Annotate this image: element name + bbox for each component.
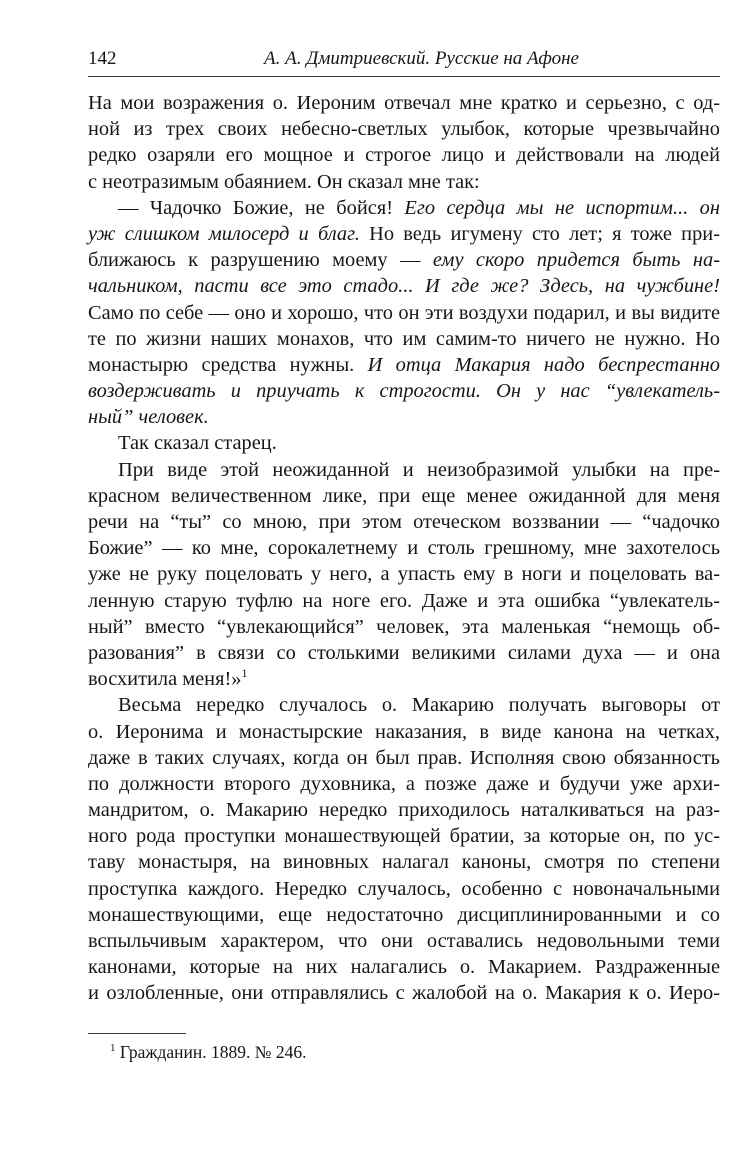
- text-line: вспыльчивым характером, что они оставались недовольными теми: [88, 930, 720, 952]
- text-line: красном величественном лике, при еще менее ожиданной для меня: [88, 484, 720, 507]
- footnote-text: Гражданин. 1889. № 246.: [115, 1042, 307, 1062]
- text-line: мандритом, о. Макарию нередко приходилось наталкиваться на раз-: [88, 799, 720, 822]
- footnote-reference[interactable]: 1: [241, 666, 248, 681]
- text-line: по должности второго духовника, а позже даже и будучи уже архи-: [88, 772, 720, 795]
- text-span: монастырю средства нужны.: [88, 353, 368, 376]
- text-line: При виде этой неожиданной и неизобразимой улыбки на пре-: [118, 458, 720, 481]
- text-line: Весьма нередко случалось о. Макарию получать выговоры от: [118, 694, 720, 717]
- text-line: Божие” — ко мне, сорокалетнему и столь грешному, мне захотелось: [88, 537, 720, 560]
- text-line: те по жизни наших монахов, что им самим-то ничего не нужно. Но: [88, 327, 720, 350]
- page-header: [88, 48, 720, 74]
- text-line: [88, 273, 720, 299]
- text-line: Само по себе — оно и хорошо, что он эти воздухи подарил, и вы видите: [88, 301, 720, 324]
- text-line: речи на “ты” со мною, при этом отеческом воззвании — “чадочко: [88, 511, 720, 533]
- text-span: — Чадочко Божие, не бойся!: [118, 196, 405, 219]
- text-span: ближаюсь к разрушению моему —: [88, 249, 433, 272]
- text-line: канонами, которые на них налагались о. Макарием. Раздраженные: [88, 956, 720, 979]
- text-line: [88, 221, 720, 247]
- text-line: [88, 378, 720, 404]
- text-line: о. Иеронима и монастырские наказания, в виде канона на четках,: [88, 720, 720, 743]
- text-line: Так сказал старец.: [118, 432, 277, 455]
- text-line: [88, 666, 720, 692]
- text-line: [88, 247, 720, 273]
- text-line: [88, 404, 720, 430]
- text-line: проступка каждого. Нередко случалось, особенно с новоначальными: [88, 877, 720, 900]
- text-line: даже в таких случаях, когда он был прав. Исполняя свою обязанность: [88, 746, 720, 769]
- footnote-rule: [88, 1033, 186, 1034]
- italic-span: ему скоро придется быть на-: [432, 249, 720, 272]
- header-rule: [88, 76, 720, 77]
- text-line: монашествующими, еще недостаточно дисциплинированными и со: [88, 903, 720, 926]
- text-line: ный” вместо “увлекающийся” человек, эта маленькая “немощь об-: [88, 615, 720, 638]
- text-line: с неотразимым обаянием. Он сказал мне так:: [88, 170, 480, 193]
- text-line: [88, 195, 720, 221]
- footnote: [110, 1040, 306, 1064]
- text-span: восхитила меня!»: [88, 668, 242, 691]
- text-line: ного рода проступки монашествующей братии, за которые он, по ус-: [88, 825, 720, 848]
- italic-span: И отца Макария надо беспрестанно: [367, 353, 720, 376]
- text-line: редко озаряли его мощное и строгое лицо и действовали на людей: [88, 144, 720, 167]
- running-title: А. А. Дмитриевский. Русские на Афоне: [264, 48, 579, 69]
- text-line: уже не руку поцеловать у него, а упасть ему в ноги и поцеловать ва-: [88, 563, 720, 586]
- italic-span: Его сердца мы не испортим... он: [404, 196, 720, 219]
- body-text: [88, 90, 720, 1007]
- text-line: таву монастыря, на виновных налагал каноны, смотря по степени: [88, 851, 720, 874]
- italic-span: воздерживать и приучать к строгости. Он у нас “увлекатель-: [88, 380, 720, 403]
- italic-span: ный” человек.: [88, 406, 209, 429]
- footnote-marker: 1: [110, 1042, 116, 1055]
- text-line: ной из трех своих небесно-светлых улыбок, которые чрезвычайно: [88, 118, 720, 141]
- italic-span: чальником, пасти все это стадо... И где же? Здесь, на чужбине!: [88, 275, 720, 298]
- page-number: 142: [88, 48, 117, 69]
- italic-span: уж слишком милосерд и благ.: [88, 222, 360, 245]
- text-line: На мои возражения о. Иероним отвечал мне кратко и серьезно, с од-: [88, 92, 720, 114]
- text-line: [88, 352, 720, 378]
- text-line: ленную старую туфлю на ноге его. Даже и эта ошибка “увлекатель-: [88, 589, 720, 612]
- text-span: Но ведь игумену сто лет; я тоже при-: [359, 222, 720, 245]
- text-line: разования” в связи со столькими великими силами духа — и она: [88, 641, 720, 664]
- text-line: и озлобленные, они отправлялись с жалобой на о. Макария к о. Иеро-: [88, 982, 720, 1005]
